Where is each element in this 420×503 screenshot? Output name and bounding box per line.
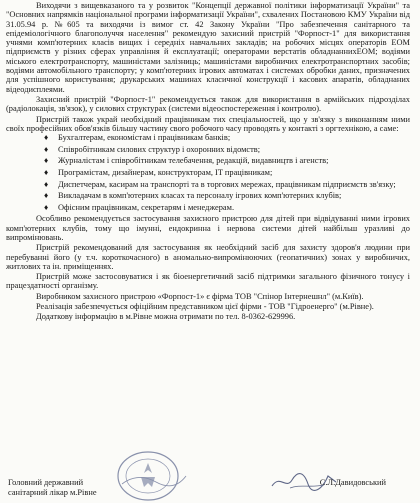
list-item: ♦ Офісним працівникам, секретарям і менеджерам.	[44, 202, 235, 212]
paragraph-recommendation: Виходячи з вищевказаного та у розвиток "Концепції державної політики інформатизації України" та "Основних напрямків національної програми інформатизації України", схвалених Постановою КМУ України від 31.05.94 р. №605 та виходячи із вимог ст. 42 Закону України "Про забезпечення санітарного та епідеміологічного благополуччя населення" рекомендую захисний пристрій "Форпост-1" для використання учнями комп'ютерних класів вищих і середніх навчальних закладів; на робочих місцях операторів ЕОМ підприємств у різних сферах управління й експлуатації; операторами верстатів обладнаннихЕОМ; водіями міського електротранспорту, машиністами залізниць; машиністами виробничих електротранспортних засобів; водіями автомобільного транспорту; у комп'ютерних ігрових автоматах і системах обробки даних, призначених для успішного користування; друкарських машинах класичної конструкції і касових апаратів, обладнаних відеодисплеями.	[6, 1, 410, 94]
diamond-bullet-icon: ♦	[44, 133, 49, 143]
paragraph-manufacturer: Виробником захисного пристрою «Форпост-1» є фірма ТОВ "Спінор Інтернешнл" (м.Київ).	[36, 291, 364, 301]
list-item: ♦ Співробітникам силових структур і охоронних відомств;	[44, 144, 261, 154]
diamond-bullet-icon: ♦	[44, 202, 49, 212]
diamond-bullet-icon: ♦	[44, 179, 49, 189]
paragraph-contact-info: Додаткову інформацію в м.Рівне можна отримати по тел. 8-0362-629996.	[36, 312, 296, 322]
diamond-bullet-icon: ♦	[44, 156, 49, 166]
paragraph-geopathic-zones: Пристрій рекомендований для застосування як необхідний засіб для захисту здоров'я людини при перебуванні його (у т.ч. короткочасного) в аномально-випромінюючих (геопатичних) зонах у виробничих, житлових та ін. приміщеннях.	[6, 243, 410, 271]
diamond-bullet-icon: ♦	[44, 167, 49, 177]
paragraph-army-use: Захисний пристрій "Форпост-1" рекомендується також для використання в армійських підрозділах (радіолокація, зв'язок), у силових структурах (системи відеоспостереження і контролю).	[6, 94, 410, 114]
diamond-bullet-icon: ♦	[44, 191, 49, 201]
paragraph-children: Особливо рекомендується застосування захисного пристрою для дітей при відвідуванні ними ігрових комп'ютерних клубів, тому що імунні, ендокринна і нервова системи дітей найбільш уразливі до випромінювань.	[6, 214, 410, 242]
paragraph-bioenergetic: Пристрій може застосовуватися і як біоенергетичний засіб підтримки загального фізичного тонусу і працездатності організму.	[6, 272, 410, 291]
paragraph-distributor: Реалізація забезпечується офіційним представником цієї фірми - ТОВ "Гідроенерго" (м.Рівне).	[36, 301, 374, 311]
professions-list	[6, 133, 410, 212]
list-item: ♦ Бухгалтерам, економістам і працівникам банків;	[44, 133, 231, 143]
signature-block	[8, 478, 412, 502]
signatory-title	[8, 478, 97, 498]
list-item: ♦ Викладачам в комп'ютерних класах та персоналу ігрових комп'ютерних клубів;	[44, 191, 342, 201]
list-item: ♦ Журналістам і співробітникам телебачення, редакцій, видавництв і агенств;	[44, 156, 329, 166]
signatory-title-line1: Головний державний	[8, 478, 84, 487]
signatory-title-line2: санітарний лікар м.Рівне	[8, 488, 97, 497]
list-item: ♦ Програмістам, дизайнерам, конструкторам, IT працівникам;	[44, 167, 273, 177]
signatory-name: С.Л.Давидовський	[319, 478, 386, 487]
diamond-bullet-icon: ♦	[44, 144, 49, 154]
paragraph-professions-intro: Пристрій також украй необхідний працівникам тих спеціальностей, що у зв'язку з виконанням ними своїх професійних обов'язків більшу частину свого робочого часу проводять у контакті з оргтехнікою, а саме:	[6, 114, 410, 133]
list-item: ♦ Диспетчерам, касирам на транспорті та в торгових мережах, працівникам підприємств зв'язку;	[44, 179, 396, 189]
